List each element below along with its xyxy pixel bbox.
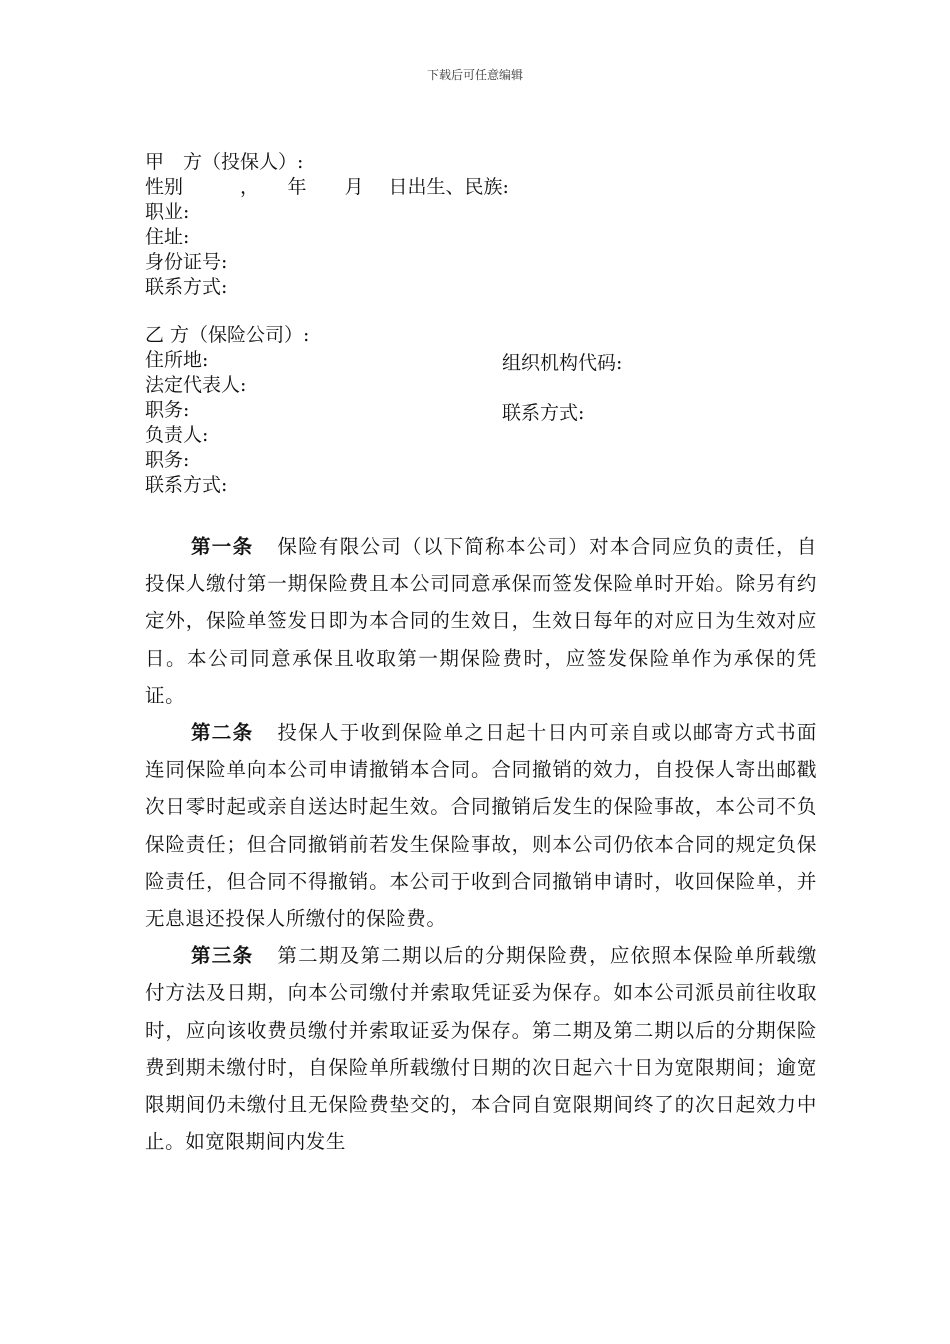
party-b-legal-rep: 法定代表人: [145,374,247,396]
party-a-birth-line: 性别 ， 年 月 日出生、民族: [145,176,509,198]
article-label: 第二条 [191,721,254,745]
party-b-contact-2: 联系方式: [145,474,228,496]
party-b-title: 乙 方（保险公司）: [145,324,310,346]
party-b-person-in-charge: 负责人: [145,424,209,446]
party-b-org-code: 组织机构代码: [502,352,623,374]
header-note: 下载后可任意编辑 [426,68,523,82]
article-text: 第二期及第二期以后的分期保险费，应依照本保险单所载缴付方法及日期，向本公司缴付并索取凭证妥为保存。如本公司派员前往收取时，应向该收费员缴付并索取证妥为保存。第二期及第二期以后的分期保险费到期未缴付时，自保险单所载缴付日期的次日起六十日为宽限期间；逾宽限期间仍未缴付且无保险费垫交的，本合同自宽限期间终了的次日起效力中止。如宽限期间内发生 [145,944,817,1154]
party-b-residence: 住所地: [145,349,209,371]
party-b-position-2: 职务: [145,449,190,471]
article-2 [145,714,817,937]
article-text: 投保人于收到保险单之日起十日内可亲自或以邮寄方式书面连同保险单向本公司申请撤销本合同。合同撤销的效力，自投保人寄出邮戳次日零时起或亲自送达时起生效。合同撤销后发生的保险事故，本公司不负保险责任；但合同撤销前若发生保险事故，则本公司仍依本合同的规定负保险责任，但合同不得撤销。本公司于收到合同撤销申请时，收回保险单，并无息退还投保人所缴付的保险费。 [145,721,817,931]
articles-body [145,528,817,1160]
article-text: 保险有限公司（以下简称本公司）对本合同应负的责任，自投保人缴付第一期保险费且本公司同意承保而签发保险单时开始。除另有约定外，保险单签发日即为本合同的生效日，生效日每年的对应日为生效对应日。本公司同意承保且收取第一期保险费时，应签发保险单作为承保的凭证。 [145,535,817,707]
party-b-position-1: 职务: [145,399,190,421]
party-a-occupation: 职业: [145,201,190,223]
party-a-contact: 联系方式: [145,276,228,298]
party-b-section [145,323,309,498]
party-a-id-number: 身份证号: [145,251,228,273]
article-1 [145,528,817,714]
party-a-title: 甲 方（投保人）: [145,151,304,173]
party-a-address: 住址: [145,226,190,248]
article-3 [145,937,817,1160]
article-label: 第一条 [191,535,254,558]
party-b-contact-1: 联系方式: [502,402,585,424]
article-label: 第三条 [191,944,254,968]
party-a-section [145,150,509,300]
